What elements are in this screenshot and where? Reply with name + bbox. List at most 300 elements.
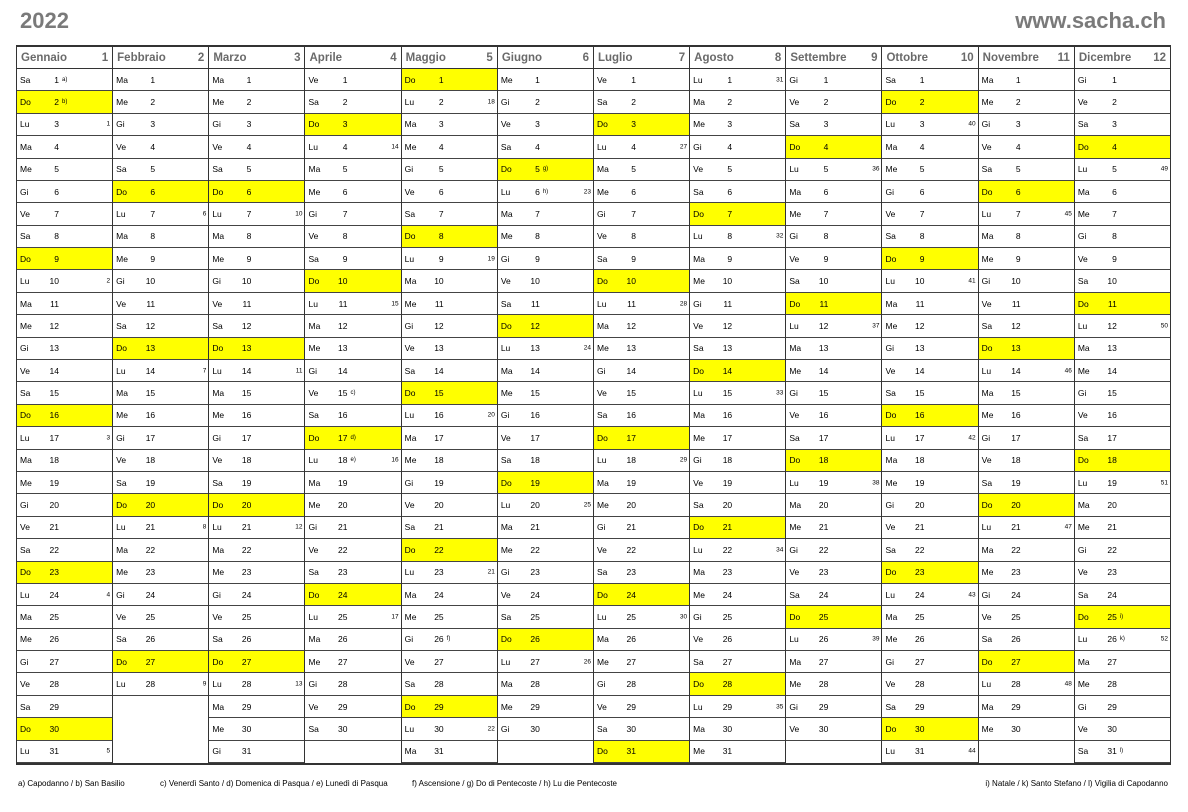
weekday-label: Ve: [20, 365, 30, 376]
day-number: 29: [434, 701, 444, 712]
weekday-label: Lu: [500, 186, 511, 197]
day-cell: [113, 270, 208, 292]
day-cell: [498, 673, 593, 695]
weekday-label: Me: [212, 253, 225, 264]
weekday-label: Lu: [116, 365, 126, 376]
day-number: 8: [54, 231, 59, 242]
day-number: 7: [1015, 209, 1021, 219]
weekday-label: Lu: [981, 209, 992, 219]
day-number: 1: [919, 74, 925, 85]
day-cell: [594, 248, 689, 270]
day-number: 11: [242, 298, 252, 309]
day-cell: [17, 248, 112, 270]
day-number: 11: [434, 298, 444, 309]
day-cell: [113, 494, 208, 516]
footnote-christmas: i) Natale / k) Santo Stefano / l) Vigilia di Capodanno: [985, 779, 1168, 788]
day-number: 17: [145, 432, 156, 443]
day-number: 7: [727, 209, 733, 219]
day-cell: [882, 718, 977, 740]
day-number: 15: [530, 388, 540, 399]
month-column-settembre: [786, 47, 882, 763]
day-cell: [305, 427, 400, 449]
day-cell: [882, 226, 977, 248]
day-cell: [882, 606, 977, 628]
day-number: 11: [531, 298, 540, 309]
weekday-label: Me: [885, 477, 898, 488]
day-number: 1: [535, 74, 540, 85]
day-number: 31: [626, 746, 636, 757]
day-number: 8: [631, 231, 636, 242]
day-number: 8: [1015, 231, 1021, 242]
day-number: 26: [1107, 634, 1117, 645]
day-number: 26: [915, 634, 925, 645]
holiday-note: h): [542, 188, 549, 195]
day-cell: [402, 91, 497, 113]
weekday-label: Sa: [981, 634, 993, 645]
day-number: 15: [626, 388, 636, 399]
day-number: 12: [49, 320, 59, 331]
day-number: 27: [1011, 656, 1021, 667]
day-number: 8: [535, 231, 540, 242]
day-number: 28: [1107, 679, 1117, 690]
week-number: 23: [583, 188, 591, 196]
day-cell: [305, 226, 400, 248]
day-cell: [1075, 606, 1170, 628]
weekday-label: Do: [693, 679, 705, 690]
day-number: 19: [145, 477, 156, 488]
day-number: 22: [722, 544, 733, 555]
day-number: 25: [434, 611, 444, 622]
day-number: 14: [49, 365, 59, 376]
weekday-label: Ve: [404, 656, 415, 667]
day-cell: [979, 270, 1074, 292]
day-cell: [305, 293, 400, 315]
day-cell: [17, 472, 112, 494]
day-number: 13: [722, 343, 733, 354]
day-number: 20: [1011, 500, 1021, 511]
day-number: 14: [915, 365, 925, 376]
month-name: Gennaio: [21, 51, 68, 64]
day-number: 1: [631, 74, 636, 85]
day-number: 29: [49, 701, 59, 712]
weekday-label: Lu: [404, 97, 415, 108]
day-number: 1: [1015, 74, 1021, 85]
day-number: 15: [434, 388, 444, 399]
week-number: 8: [202, 523, 207, 531]
weekday-label: Gi: [693, 455, 702, 466]
day-cell: [882, 270, 977, 292]
day-number: 3: [1015, 119, 1021, 130]
day-number: 29: [338, 701, 348, 712]
day-cell: [402, 673, 497, 695]
week-number: 6: [202, 210, 207, 218]
weekday-label: Ma: [1077, 343, 1090, 354]
day-cell: [882, 427, 977, 449]
day-cell: [690, 338, 785, 360]
day-number: 17: [1107, 432, 1117, 443]
week-number: 36: [872, 165, 880, 173]
weekday-label: Ve: [789, 253, 800, 264]
weekday-label: Me: [308, 656, 321, 667]
day-cell: [594, 159, 689, 181]
weekday-label: Lu: [500, 500, 511, 511]
weekday-label: Ma: [500, 679, 513, 690]
weekday-label: Ma: [596, 477, 609, 488]
day-cell: [113, 293, 208, 315]
day-cell: [1075, 741, 1170, 763]
weekday-label: Sa: [789, 276, 800, 287]
day-cell: [979, 584, 1074, 606]
day-number: 7: [54, 209, 59, 219]
day-cell: [786, 696, 881, 718]
day-cell: [979, 315, 1074, 337]
weekday-label: Gi: [981, 589, 991, 600]
weekday-label: Me: [308, 343, 321, 354]
holiday-note: f): [446, 636, 451, 643]
day-number: 2: [246, 97, 252, 108]
day-cell: [979, 226, 1074, 248]
day-number: 1: [823, 74, 829, 85]
day-cell: [594, 203, 689, 225]
day-number: 18: [722, 455, 733, 466]
day-cell: [113, 226, 208, 248]
week-number: 13: [295, 680, 303, 688]
day-cell: [979, 338, 1074, 360]
weekday-label: Sa: [116, 634, 127, 645]
weekday-label: Lu: [212, 209, 222, 219]
month-column-agosto: [690, 47, 786, 763]
day-cell: [786, 584, 881, 606]
day-cell: [1075, 696, 1170, 718]
weekday-label: Lu: [20, 746, 30, 757]
day-cell: [209, 382, 304, 404]
weekday-label: Lu: [693, 388, 703, 399]
day-number: 4: [823, 141, 829, 152]
weekday-label: Ma: [212, 74, 225, 85]
day-cell: [113, 673, 208, 695]
day-number: 14: [530, 365, 540, 376]
day-number: 9: [342, 253, 348, 264]
weekday-label: Gi: [404, 320, 414, 331]
day-number: 27: [241, 656, 252, 667]
day-number: 8: [1112, 231, 1117, 242]
day-cell: [979, 405, 1074, 427]
weekday-label: Do: [20, 723, 31, 734]
weekday-label: Ve: [116, 455, 127, 466]
day-number: 24: [241, 589, 252, 600]
weekday-label: Ma: [981, 544, 994, 555]
day-cell: [113, 629, 208, 651]
day-cell: [786, 450, 881, 472]
day-cell: [402, 539, 497, 561]
weekday-label: Ve: [212, 611, 223, 622]
day-cell: [979, 69, 1074, 91]
weekday-label: Ma: [1077, 656, 1090, 667]
weekday-label: Me: [981, 567, 994, 578]
day-cell: [498, 606, 593, 628]
day-number: 17: [818, 432, 829, 443]
weekday-label: Gi: [789, 388, 798, 399]
day-cell: [594, 696, 689, 718]
weekday-label: Do: [981, 500, 993, 511]
day-number: 29: [241, 701, 252, 712]
weekday-label: Ma: [981, 388, 994, 399]
weekday-label: Gi: [981, 432, 991, 443]
day-number: 2: [727, 97, 733, 108]
weekday-label: Me: [885, 634, 898, 645]
day-cell: [979, 718, 1074, 740]
day-number: 25: [145, 611, 156, 622]
day-cell: [882, 114, 977, 136]
weekday-label: Ma: [789, 186, 802, 197]
day-number: 29: [626, 701, 636, 712]
week-number: 17: [391, 613, 399, 621]
month-number: 3: [294, 51, 301, 64]
weekday-label: Lu: [1077, 477, 1088, 488]
day-number: 6: [727, 186, 733, 197]
day-cell: [1075, 181, 1170, 203]
day-cell: [786, 562, 881, 584]
weekday-label: Ma: [308, 164, 321, 175]
day-cell: [979, 673, 1074, 695]
day-cell: [690, 114, 785, 136]
day-number: 17: [241, 432, 252, 443]
weekday-label: Sa: [212, 320, 223, 331]
weekday-label: Gi: [404, 164, 414, 175]
day-number: 21: [915, 522, 925, 533]
day-cell: [498, 315, 593, 337]
weekday-label: Sa: [1077, 432, 1089, 443]
day-number: 1: [342, 74, 348, 85]
day-number: 26: [338, 634, 348, 645]
week-number: 25: [583, 501, 591, 509]
weekday-label: Me: [693, 746, 705, 757]
day-number: 24: [915, 589, 925, 600]
weekday-label: Me: [693, 589, 705, 600]
day-cell: [402, 203, 497, 225]
day-number: 30: [530, 723, 540, 734]
day-number: 10: [530, 276, 540, 287]
weekday-label: Ve: [1077, 723, 1088, 734]
weekday-label: Me: [500, 74, 513, 85]
weekday-label: Me: [789, 522, 802, 533]
day-cell: [882, 69, 977, 91]
weekday-label: Gi: [500, 97, 510, 108]
day-number: 19: [434, 477, 444, 488]
weekday-label: Ve: [1077, 567, 1088, 578]
month-number: 4: [390, 51, 397, 64]
day-number: 12: [915, 320, 925, 331]
day-number: 5: [54, 164, 59, 175]
day-number: 4: [1112, 141, 1117, 152]
day-number: 28: [722, 679, 733, 690]
day-number: 16: [1107, 410, 1117, 421]
day-cell: [979, 562, 1074, 584]
day-number: 16: [49, 410, 59, 421]
day-number: 28: [145, 679, 156, 690]
day-cell: [305, 562, 400, 584]
day-number: 25: [626, 611, 636, 622]
day-number: 27: [49, 656, 59, 667]
weekday-label: Sa: [885, 544, 896, 555]
weekday-label: Me: [116, 567, 128, 578]
weekday-label: Ma: [1077, 186, 1090, 197]
day-number: 27: [626, 656, 636, 667]
day-cell: [690, 203, 785, 225]
day-number: 22: [434, 544, 444, 555]
month-name: Marzo: [213, 51, 247, 64]
day-number: 9: [535, 253, 540, 264]
weekday-label: Sa: [596, 723, 608, 734]
day-number: 11: [1108, 298, 1117, 309]
day-cell: [17, 270, 112, 292]
weekday-label: Ma: [404, 432, 417, 443]
day-cell: [17, 629, 112, 651]
weekday-label: Do: [20, 97, 31, 108]
day-cell: [402, 718, 497, 740]
day-cell: [113, 382, 208, 404]
weekday-label: Me: [981, 253, 994, 264]
site-url: www.sacha.ch: [1015, 8, 1166, 33]
week-number: 12: [295, 523, 303, 531]
day-number: 26: [145, 634, 156, 645]
weekday-label: Ma: [116, 74, 128, 85]
day-cell: [209, 159, 304, 181]
weekday-label: Do: [212, 343, 224, 354]
day-number: 17: [722, 432, 733, 443]
weekday-label: Ve: [404, 343, 415, 354]
day-number: 14: [818, 365, 829, 376]
weekday-label: Gi: [789, 74, 798, 85]
day-number: 14: [722, 365, 733, 376]
day-number: 9: [438, 253, 444, 264]
empty-day-cell: [113, 696, 208, 718]
weekday-label: Me: [500, 231, 513, 242]
weekday-label: Ma: [596, 320, 609, 331]
weekday-label: Ve: [1077, 410, 1088, 421]
day-cell: [113, 606, 208, 628]
day-cell: [305, 673, 400, 695]
month-column-novembre: [979, 47, 1075, 763]
day-cell: [786, 472, 881, 494]
day-number: 2: [342, 97, 348, 108]
day-number: 3: [631, 119, 636, 130]
weekday-label: Me: [212, 97, 225, 108]
day-cell: [882, 696, 977, 718]
day-number: 8: [342, 231, 348, 242]
day-cell: [498, 114, 593, 136]
day-cell: [17, 91, 112, 113]
weekday-label: Lu: [20, 119, 30, 130]
weekday-label: Ve: [500, 276, 511, 287]
day-cell: [17, 651, 112, 673]
day-number: 5: [438, 164, 444, 175]
day-number: 18: [241, 455, 252, 466]
week-number: 31: [776, 76, 784, 84]
weekday-label: Ma: [308, 320, 321, 331]
day-number: 28: [818, 679, 829, 690]
day-number: 4: [727, 141, 733, 152]
weekday-label: Ma: [116, 544, 128, 555]
weekday-label: Me: [981, 410, 994, 421]
day-cell: [402, 315, 497, 337]
day-number: 31: [434, 746, 444, 757]
weekday-label: Sa: [885, 701, 896, 712]
day-cell: [113, 159, 208, 181]
day-cell: [1075, 651, 1170, 673]
day-cell: [402, 562, 497, 584]
day-number: 23: [722, 567, 733, 578]
empty-day-cell: [113, 718, 208, 740]
day-cell: [209, 226, 304, 248]
day-cell: [979, 159, 1074, 181]
weekday-label: Sa: [20, 388, 31, 399]
weekday-label: Sa: [596, 97, 608, 108]
weekday-label: Ve: [981, 298, 992, 309]
empty-day-cell: [979, 741, 1074, 763]
weekday-label: Ma: [981, 701, 994, 712]
day-cell: [498, 270, 593, 292]
weekday-label: Me: [596, 343, 609, 354]
weekday-label: Ve: [981, 141, 992, 152]
day-number: 21: [1107, 522, 1117, 533]
day-cell: [786, 382, 881, 404]
day-cell: [402, 696, 497, 718]
weekday-label: Do: [500, 320, 512, 331]
day-number: 7: [823, 209, 829, 219]
weekday-label: Ve: [693, 477, 704, 488]
weekday-label: Ve: [212, 298, 223, 309]
weekday-label: Do: [1077, 141, 1089, 152]
day-cell: [113, 248, 208, 270]
weekday-label: Lu: [981, 679, 992, 690]
day-number: 21: [145, 522, 156, 533]
year-calendar: [16, 45, 1171, 765]
day-number: 16: [530, 410, 540, 421]
day-number: 6: [1015, 186, 1021, 197]
day-cell: [1075, 673, 1170, 695]
day-cell: [979, 450, 1074, 472]
day-cell: [979, 606, 1074, 628]
day-cell: [498, 338, 593, 360]
day-cell: [690, 651, 785, 673]
month-header: [690, 47, 785, 69]
weekday-label: Ma: [20, 298, 32, 309]
day-number: 9: [727, 253, 733, 264]
weekday-label: Do: [20, 253, 31, 264]
holiday-note: k): [1119, 636, 1125, 643]
day-cell: [498, 517, 593, 539]
day-number: 3: [342, 119, 348, 130]
weekday-label: Do: [500, 164, 512, 175]
weekday-label: Do: [596, 119, 608, 130]
day-number: 24: [338, 589, 348, 600]
day-cell: [594, 606, 689, 628]
day-cell: [209, 584, 304, 606]
day-cell: [979, 181, 1074, 203]
day-number: 30: [1107, 723, 1117, 734]
day-cell: [209, 114, 304, 136]
weekday-label: Gi: [596, 365, 606, 376]
day-cell: [305, 517, 400, 539]
day-cell: [786, 203, 881, 225]
day-number: 24: [1107, 589, 1117, 600]
week-number: 9: [202, 680, 207, 688]
weekday-label: Sa: [693, 343, 704, 354]
day-number: 18: [1107, 455, 1117, 466]
weekday-label: Do: [596, 589, 608, 600]
day-cell: [690, 539, 785, 561]
